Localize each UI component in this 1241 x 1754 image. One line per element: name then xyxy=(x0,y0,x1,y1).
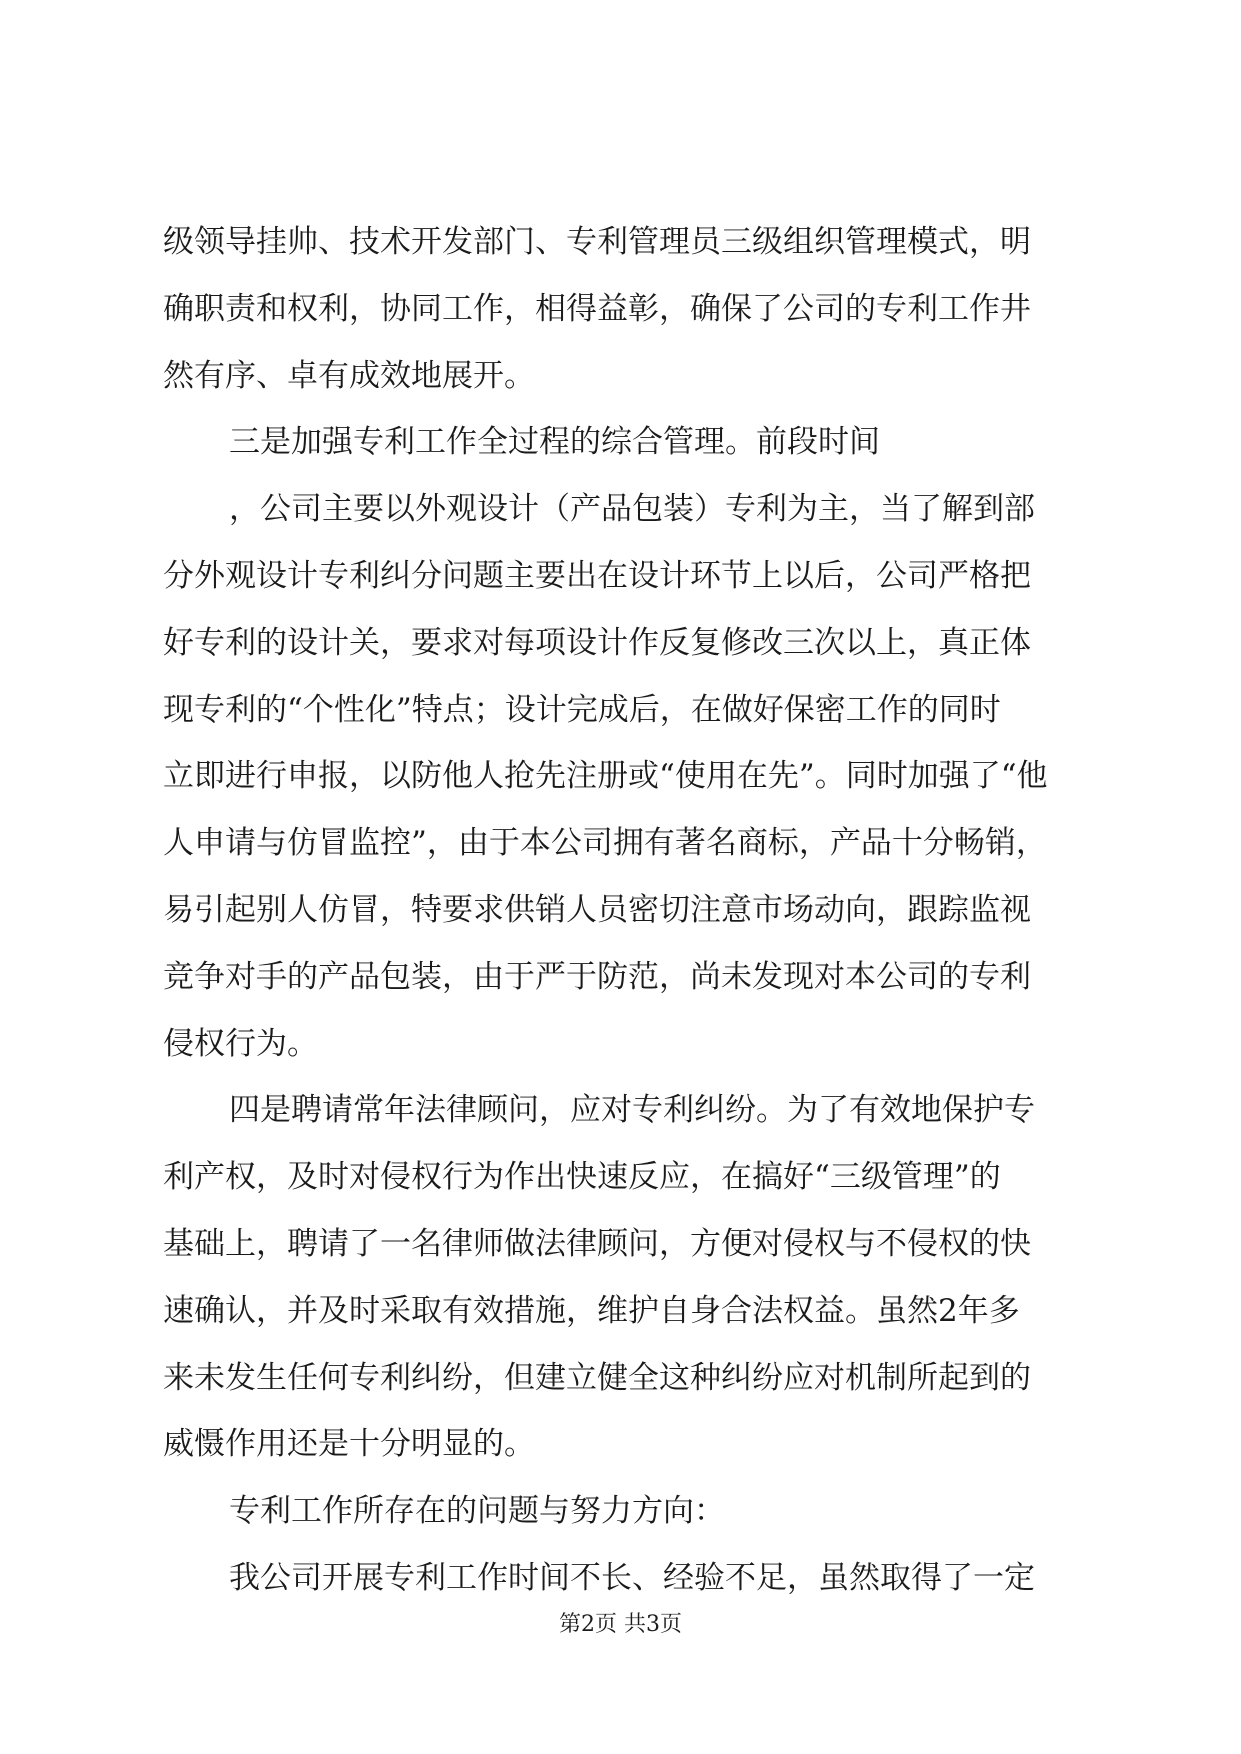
text-line: 现专利的“个性化”特点；设计完成后，在做好保密工作的同时 xyxy=(163,691,1001,728)
page-footer: 第2页 共3页 xyxy=(559,1612,682,1637)
text-line: 然有序、卓有成效地展开。 xyxy=(163,357,535,394)
text-line: 四是聘请常年法律顾问，应对专利纠纷。为了有效地保护专 xyxy=(229,1092,1035,1129)
text-line: 侵权行为。 xyxy=(163,1025,318,1062)
text-line: 利产权，及时对侵权行为作出快速反应，在搞好“三级管理”的 xyxy=(163,1159,1001,1196)
text-line: 三是加强专利工作全过程的综合管理。前段时间 xyxy=(229,424,880,461)
text-line: 易引起别人仿冒，特要求供销人员密切注意市场动向，跟踪监视 xyxy=(163,891,1031,928)
text-line: 基础上，聘请了一名律师做法律顾问，方便对侵权与不侵权的快 xyxy=(163,1225,1031,1262)
text-line: 速确认，并及时采取有效措施，维护自身合法权益。虽然2年多 xyxy=(163,1292,1020,1329)
text-line: 确职责和权利，协同工作，相得益彰，确保了公司的专利工作井 xyxy=(163,290,1031,327)
text-line: ，公司主要以外观设计（产品包装）专利为主，当了解到部 xyxy=(229,491,1035,528)
text-line: 竞争对手的产品包装，由于严于防范，尚未发现对本公司的专利 xyxy=(163,958,1031,995)
text-line: 人申请与仿冒监控”，由于本公司拥有著名商标，产品十分畅销， xyxy=(163,825,1047,862)
text-line: 好专利的设计关，要求对每项设计作反复修改三次以上，真正体 xyxy=(163,624,1031,661)
text-line: 来未发生任何专利纠纷，但建立健全这种纠纷应对机制所起到的 xyxy=(163,1359,1031,1396)
text-line: 立即进行申报，以防他人抢先注册或“使用在先”。同时加强了“他 xyxy=(163,758,1048,795)
text-line: 级领导挂帅、技术开发部门、专利管理员三级组织管理模式，明 xyxy=(163,224,1031,260)
text-line: 我公司开展专利工作时间不长、经验不足，虽然取得了一定 xyxy=(229,1559,1035,1596)
text-line: 分外观设计专利纠分问题主要出在设计环节上以后，公司严格把 xyxy=(163,557,1031,594)
text-line: 威慑作用还是十分明显的。 xyxy=(163,1426,535,1463)
text-line: 专利工作所存在的问题与努力方向： xyxy=(229,1493,725,1530)
document-body xyxy=(163,224,1083,1627)
